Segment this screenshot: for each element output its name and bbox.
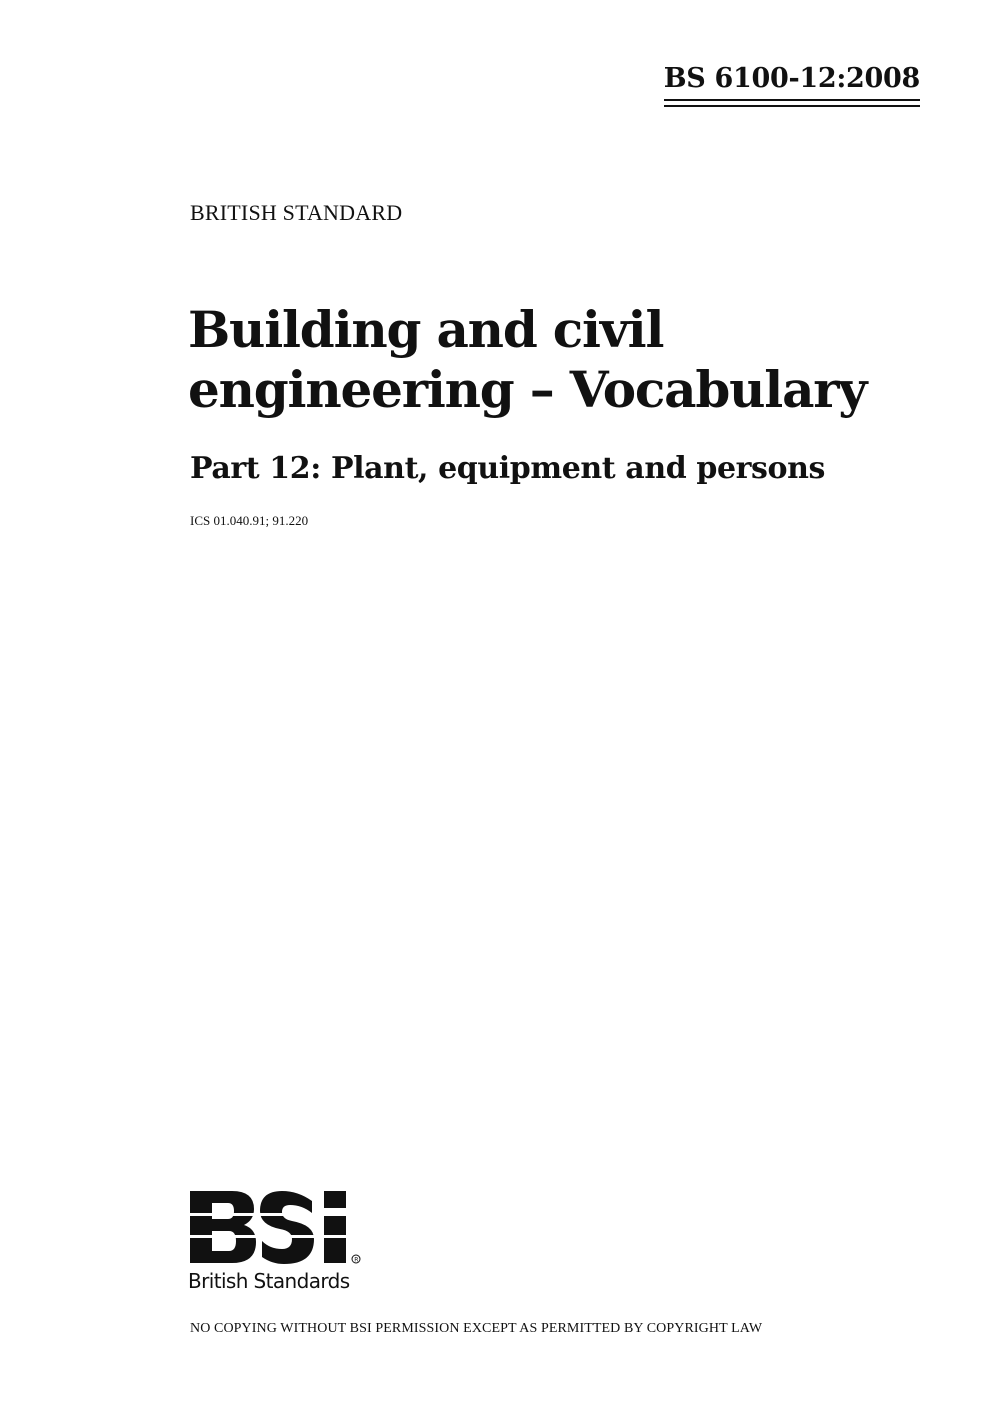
part-title: Part 12: Plant, equipment and persons [190, 451, 826, 486]
double-rule-divider [664, 99, 920, 107]
standard-number: BS 6100-12:2008 [663, 63, 920, 94]
standard-number-block [664, 62, 920, 107]
logo-caption: British Standards [188, 1269, 350, 1293]
ics-classification: ICS 01.040.91; 91.220 [190, 513, 309, 528]
copyright-notice: NO COPYING WITHOUT BSI PERMISSION EXCEPT AS PERMITTED BY COPYRIGHT LAW [190, 1321, 763, 1336]
bsi-logo [188, 1187, 378, 1293]
document-title: Building and civil engineering – Vocabulary [188, 300, 867, 419]
svg-text:R: R [354, 1256, 359, 1264]
document-type: BRITISH STANDARD [190, 200, 403, 225]
bsi-logo-icon [188, 1187, 372, 1265]
